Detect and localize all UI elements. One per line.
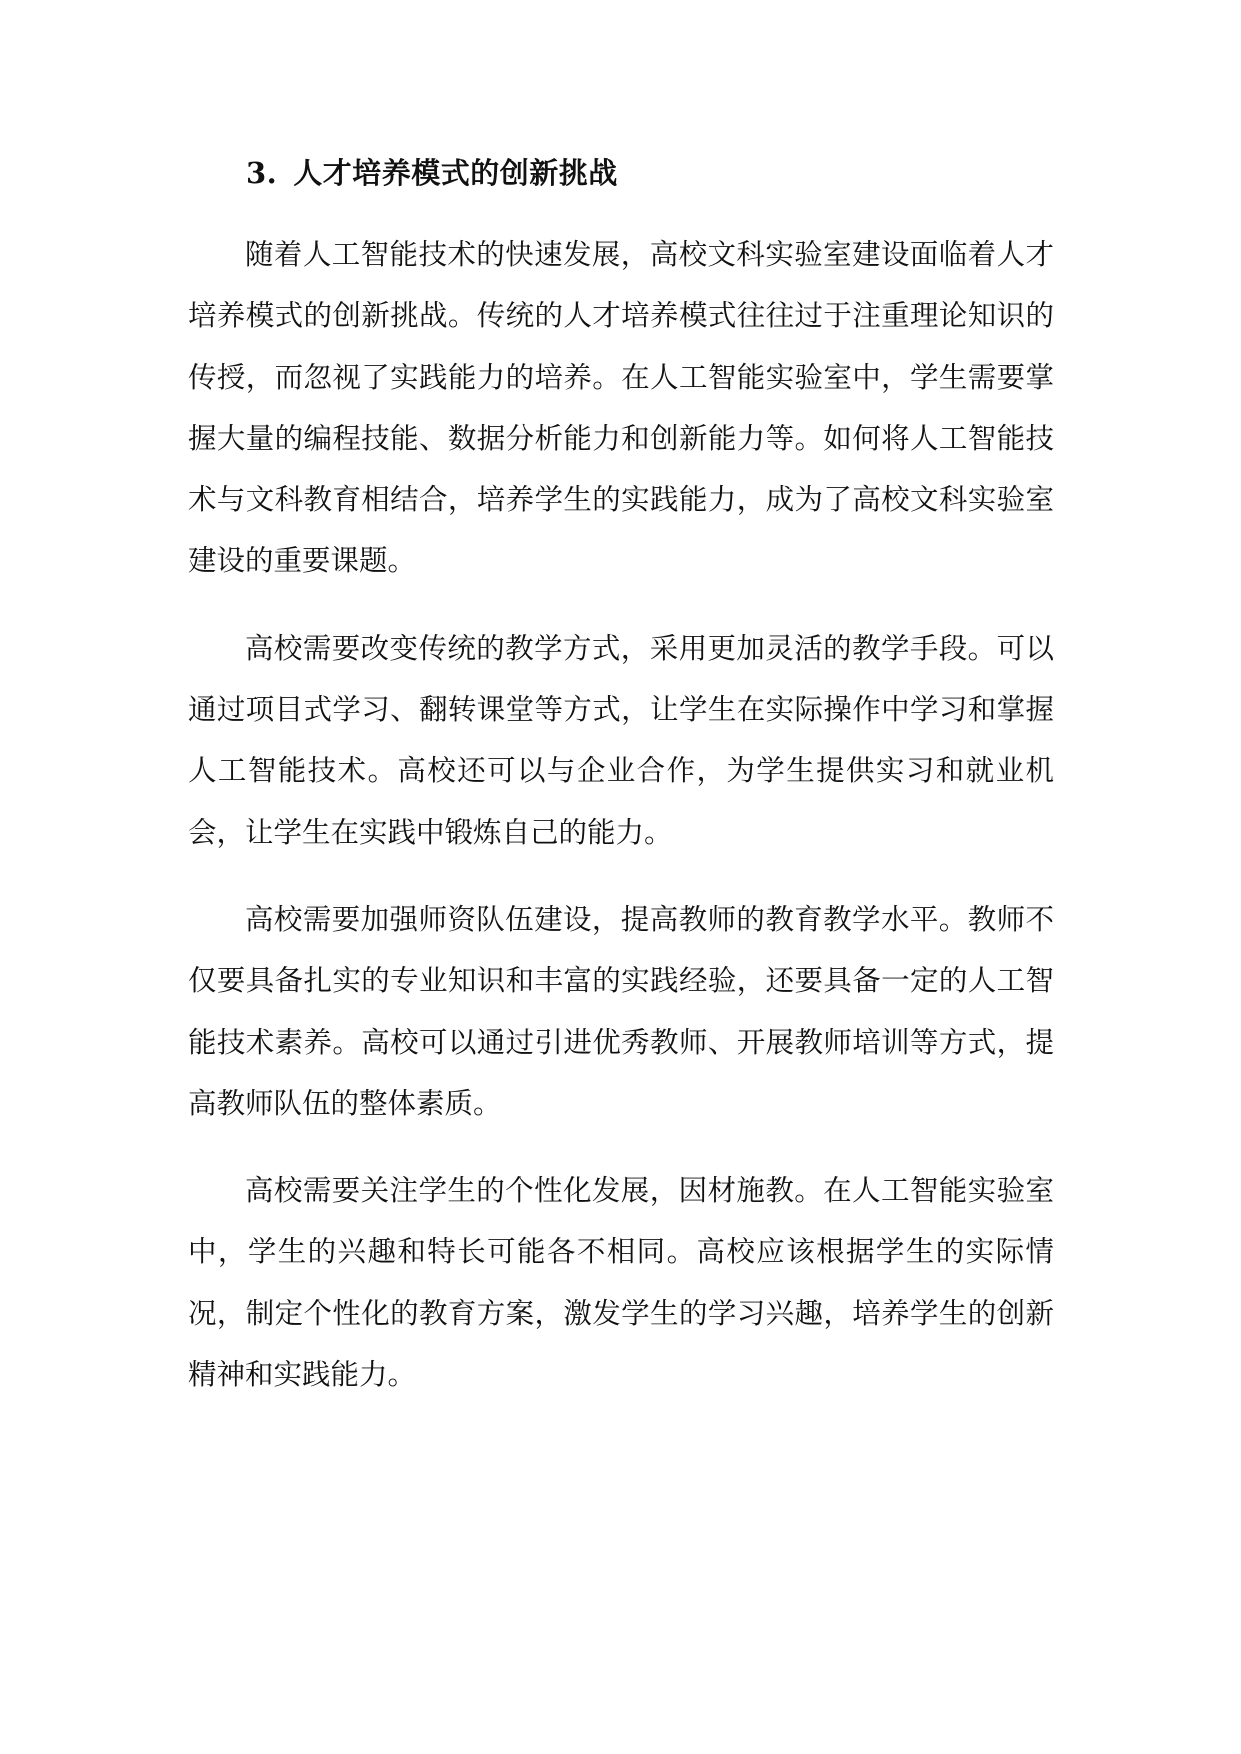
paragraph-4: 高校需要关注学生的个性化发展，因材施教。在人工智能实验室中，学生的兴趣和特长可能各不相同。高校应该根据学生的实际情况，制定个性化的教育方案，激发学生的学习兴趣，培养学生的创新精神和实践能力。 [188,1174,1054,1392]
paragraph-1: 随着人工智能技术的快速发展，高校文科实验室建设面临着人才培养模式的创新挑战。传统的人才培养模式往往过于注重理论知识的传授，而忽视了实践能力的培养。在人工智能实验室中，学生需要掌握大量的编程技能、数据分析能力和创新能力等。如何将人工智能技术与文科教育相结合，培养学生的实践能力，成为了高校文科实验室建设的重要课题。 [188,238,1054,578]
section-title: 人才培养模式的创新挑战 [293,156,618,190]
paragraph-2: 高校需要改变传统的教学方式，采用更加灵活的教学手段。可以通过项目式学习、翻转课堂等方式，让学生在实际操作中学习和掌握人工智能技术。高校还可以与企业合作，为学生提供实习和就业机会，让学生在实践中锻炼自己的能力。 [188,631,1054,849]
section-number: 3. [246,156,278,190]
paragraph-3: 高校需要加强师资队伍建设，提高教师的教育教学水平。教师不仅要具备扎实的专业知识和丰富的实践经验，还要具备一定的人工智能技术素养。高校可以通过引进优秀教师、开展教师培训等方式，提高教师队伍的整体素质。 [188,902,1054,1120]
document-body [188,148,1054,1405]
section-heading [246,148,1054,198]
